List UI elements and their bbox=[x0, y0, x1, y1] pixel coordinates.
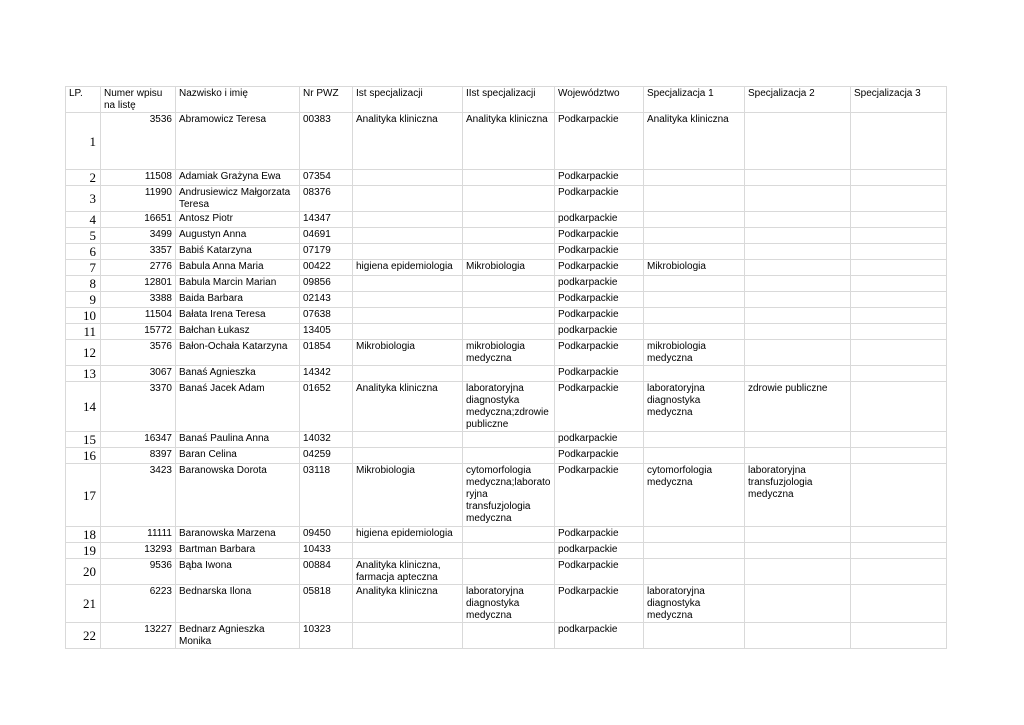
cell-ist-specjalizacji bbox=[353, 432, 463, 448]
cell-iist-specjalizacji bbox=[463, 543, 555, 559]
cell-specjalizacja-2 bbox=[745, 366, 851, 382]
header-nazwisko: Nazwisko i imię bbox=[176, 87, 300, 113]
cell-numer-wpisu: 9536 bbox=[101, 559, 176, 585]
cell-nazwisko: Baran Celina bbox=[176, 448, 300, 464]
cell-nr-pwz: 09856 bbox=[300, 276, 353, 292]
cell-ist-specjalizacji bbox=[353, 212, 463, 228]
cell-ist-specjalizacji bbox=[353, 186, 463, 212]
cell-lp: 22 bbox=[66, 623, 101, 649]
cell-lp: 3 bbox=[66, 186, 101, 212]
cell-lp: 19 bbox=[66, 543, 101, 559]
cell-nazwisko: Bąba Iwona bbox=[176, 559, 300, 585]
table-row bbox=[66, 186, 947, 212]
cell-specjalizacja-2 bbox=[745, 432, 851, 448]
cell-specjalizacja-2 bbox=[745, 292, 851, 308]
cell-specjalizacja-1: laboratoryjna diagnostyka medyczna bbox=[644, 382, 745, 432]
header-iist-specjalizacji: IIst specjalizacji bbox=[463, 87, 555, 113]
cell-nazwisko: Bednarska Ilona bbox=[176, 585, 300, 623]
cell-specjalizacja-1 bbox=[644, 366, 745, 382]
cell-iist-specjalizacji bbox=[463, 432, 555, 448]
cell-iist-specjalizacji bbox=[463, 448, 555, 464]
cell-iist-specjalizacji bbox=[463, 170, 555, 186]
cell-specjalizacja-3 bbox=[851, 464, 947, 527]
cell-specjalizacja-3 bbox=[851, 527, 947, 543]
cell-nr-pwz: 04691 bbox=[300, 228, 353, 244]
cell-nr-pwz: 07179 bbox=[300, 244, 353, 260]
cell-specjalizacja-3 bbox=[851, 623, 947, 649]
cell-ist-specjalizacji: higiena epidemiologia bbox=[353, 260, 463, 276]
cell-lp: 14 bbox=[66, 382, 101, 432]
cell-ist-specjalizacji: Mikrobiologia bbox=[353, 464, 463, 527]
cell-nr-pwz: 14342 bbox=[300, 366, 353, 382]
cell-wojewodztwo: Podkarpackie bbox=[555, 340, 644, 366]
cell-wojewodztwo: podkarpackie bbox=[555, 276, 644, 292]
cell-wojewodztwo: Podkarpackie bbox=[555, 448, 644, 464]
cell-wojewodztwo: Podkarpackie bbox=[555, 308, 644, 324]
header-specjalizacja-3: Specjalizacja 3 bbox=[851, 87, 947, 113]
cell-wojewodztwo: Podkarpackie bbox=[555, 527, 644, 543]
cell-specjalizacja-3 bbox=[851, 340, 947, 366]
cell-numer-wpisu: 13227 bbox=[101, 623, 176, 649]
cell-nazwisko: Banaś Paulina Anna bbox=[176, 432, 300, 448]
header-ist-specjalizacji: Ist specjalizacji bbox=[353, 87, 463, 113]
cell-specjalizacja-1: Analityka kliniczna bbox=[644, 113, 745, 170]
table-row bbox=[66, 432, 947, 448]
cell-specjalizacja-3 bbox=[851, 382, 947, 432]
cell-specjalizacja-2 bbox=[745, 448, 851, 464]
cell-lp: 2 bbox=[66, 170, 101, 186]
cell-numer-wpisu: 12801 bbox=[101, 276, 176, 292]
cell-specjalizacja-2 bbox=[745, 170, 851, 186]
table-row bbox=[66, 228, 947, 244]
cell-numer-wpisu: 16651 bbox=[101, 212, 176, 228]
header-wojewodztwo: Województwo bbox=[555, 87, 644, 113]
cell-wojewodztwo: podkarpackie bbox=[555, 623, 644, 649]
cell-iist-specjalizacji: Analityka kliniczna bbox=[463, 113, 555, 170]
cell-specjalizacja-1 bbox=[644, 186, 745, 212]
cell-lp: 12 bbox=[66, 340, 101, 366]
cell-nazwisko: Augustyn Anna bbox=[176, 228, 300, 244]
cell-numer-wpisu: 3536 bbox=[101, 113, 176, 170]
cell-numer-wpisu: 13293 bbox=[101, 543, 176, 559]
cell-specjalizacja-2 bbox=[745, 244, 851, 260]
cell-wojewodztwo: Podkarpackie bbox=[555, 170, 644, 186]
cell-specjalizacja-2 bbox=[745, 276, 851, 292]
table-row bbox=[66, 324, 947, 340]
cell-specjalizacja-3 bbox=[851, 543, 947, 559]
cell-lp: 18 bbox=[66, 527, 101, 543]
cell-ist-specjalizacji bbox=[353, 276, 463, 292]
cell-specjalizacja-3 bbox=[851, 559, 947, 585]
cell-specjalizacja-3 bbox=[851, 432, 947, 448]
cell-numer-wpisu: 15772 bbox=[101, 324, 176, 340]
cell-specjalizacja-3 bbox=[851, 276, 947, 292]
cell-wojewodztwo: podkarpackie bbox=[555, 324, 644, 340]
cell-numer-wpisu: 2776 bbox=[101, 260, 176, 276]
cell-lp: 5 bbox=[66, 228, 101, 244]
cell-nr-pwz: 10323 bbox=[300, 623, 353, 649]
header-specjalizacja-1: Specjalizacja 1 bbox=[644, 87, 745, 113]
cell-specjalizacja-1 bbox=[644, 527, 745, 543]
cell-specjalizacja-3 bbox=[851, 308, 947, 324]
cell-specjalizacja-2 bbox=[745, 623, 851, 649]
table-row bbox=[66, 308, 947, 324]
cell-numer-wpisu: 3357 bbox=[101, 244, 176, 260]
cell-ist-specjalizacji bbox=[353, 324, 463, 340]
cell-ist-specjalizacji: Analityka kliniczna, farmacja aptecznа bbox=[353, 559, 463, 585]
cell-wojewodztwo: Podkarpackie bbox=[555, 559, 644, 585]
cell-numer-wpisu: 6223 bbox=[101, 585, 176, 623]
cell-lp: 20 bbox=[66, 559, 101, 585]
cell-specjalizacja-2: laboratoryjna transfuzjologia medyczna bbox=[745, 464, 851, 527]
cell-ist-specjalizacji: Analityka kliniczna bbox=[353, 585, 463, 623]
cell-lp: 21 bbox=[66, 585, 101, 623]
cell-numer-wpisu: 11990 bbox=[101, 186, 176, 212]
cell-nazwisko: Baranowska Dorota bbox=[176, 464, 300, 527]
table-row bbox=[66, 448, 947, 464]
cell-wojewodztwo: Podkarpackie bbox=[555, 244, 644, 260]
cell-specjalizacja-1: Mikrobiologia bbox=[644, 260, 745, 276]
cell-iist-specjalizacji: laboratoryjna diagnostyka medyczna;zdrowie publiczne bbox=[463, 382, 555, 432]
cell-lp: 11 bbox=[66, 324, 101, 340]
cell-nazwisko: Bałata Irena Teresa bbox=[176, 308, 300, 324]
cell-specjalizacja-2 bbox=[745, 585, 851, 623]
cell-wojewodztwo: Podkarpackie bbox=[555, 228, 644, 244]
cell-wojewodztwo: Podkarpackie bbox=[555, 186, 644, 212]
cell-ist-specjalizacji bbox=[353, 308, 463, 324]
cell-specjalizacja-1 bbox=[644, 623, 745, 649]
cell-specjalizacja-2 bbox=[745, 559, 851, 585]
cell-specjalizacja-1 bbox=[644, 559, 745, 585]
table-row bbox=[66, 260, 947, 276]
cell-numer-wpisu: 3370 bbox=[101, 382, 176, 432]
cell-nr-pwz: 00884 bbox=[300, 559, 353, 585]
cell-iist-specjalizacji bbox=[463, 308, 555, 324]
cell-nr-pwz: 14032 bbox=[300, 432, 353, 448]
cell-ist-specjalizacji bbox=[353, 543, 463, 559]
cell-specjalizacja-2 bbox=[745, 340, 851, 366]
cell-numer-wpisu: 3576 bbox=[101, 340, 176, 366]
cell-specjalizacja-3 bbox=[851, 186, 947, 212]
cell-specjalizacja-1: mikrobiologia medyczna bbox=[644, 340, 745, 366]
table-row bbox=[66, 623, 947, 649]
cell-iist-specjalizacji bbox=[463, 527, 555, 543]
cell-specjalizacja-1 bbox=[644, 324, 745, 340]
header-nr-pwz: Nr PWZ bbox=[300, 87, 353, 113]
cell-nr-pwz: 01854 bbox=[300, 340, 353, 366]
table-row bbox=[66, 366, 947, 382]
cell-nazwisko: Baranowska Marzena bbox=[176, 527, 300, 543]
cell-nr-pwz: 00422 bbox=[300, 260, 353, 276]
cell-specjalizacja-3 bbox=[851, 260, 947, 276]
cell-iist-specjalizacji bbox=[463, 292, 555, 308]
cell-iist-specjalizacji bbox=[463, 324, 555, 340]
cell-specjalizacja-1: cytomorfologia medyczna bbox=[644, 464, 745, 527]
header-lp: LP. bbox=[66, 87, 101, 113]
cell-nazwisko: Babula Anna Maria bbox=[176, 260, 300, 276]
cell-nazwisko: Adamiak Grażyna Ewa bbox=[176, 170, 300, 186]
cell-numer-wpisu: 16347 bbox=[101, 432, 176, 448]
cell-specjalizacja-1 bbox=[644, 543, 745, 559]
cell-iist-specjalizacji bbox=[463, 623, 555, 649]
cell-nr-pwz: 03118 bbox=[300, 464, 353, 527]
cell-specjalizacja-2 bbox=[745, 527, 851, 543]
table-row bbox=[66, 113, 947, 170]
cell-ist-specjalizacji bbox=[353, 366, 463, 382]
cell-numer-wpisu: 3423 bbox=[101, 464, 176, 527]
cell-nazwisko: Babiś Katarzyna bbox=[176, 244, 300, 260]
registry-table bbox=[65, 86, 947, 649]
header-specjalizacja-2: Specjalizacja 2 bbox=[745, 87, 851, 113]
cell-specjalizacja-2 bbox=[745, 543, 851, 559]
cell-iist-specjalizacji: laboratoryjna diagnostyka medyczna bbox=[463, 585, 555, 623]
cell-specjalizacja-2 bbox=[745, 260, 851, 276]
cell-nr-pwz: 09450 bbox=[300, 527, 353, 543]
cell-nazwisko: Bałon-Ochała Katarzyna bbox=[176, 340, 300, 366]
cell-nr-pwz: 13405 bbox=[300, 324, 353, 340]
cell-iist-specjalizacji bbox=[463, 228, 555, 244]
cell-nazwisko: Bartman Barbara bbox=[176, 543, 300, 559]
cell-iist-specjalizacji bbox=[463, 212, 555, 228]
cell-specjalizacja-1 bbox=[644, 448, 745, 464]
cell-specjalizacja-3 bbox=[851, 366, 947, 382]
cell-nr-pwz: 00383 bbox=[300, 113, 353, 170]
cell-specjalizacja-2: zdrowie publiczne bbox=[745, 382, 851, 432]
header-numer-wpisu: Numer wpisu na listę bbox=[101, 87, 176, 113]
cell-nazwisko: Banaś Agnieszka bbox=[176, 366, 300, 382]
cell-wojewodztwo: Podkarpackie bbox=[555, 113, 644, 170]
cell-wojewodztwo: Podkarpackie bbox=[555, 366, 644, 382]
cell-specjalizacja-3 bbox=[851, 170, 947, 186]
cell-lp: 9 bbox=[66, 292, 101, 308]
cell-numer-wpisu: 11504 bbox=[101, 308, 176, 324]
cell-nr-pwz: 05818 bbox=[300, 585, 353, 623]
cell-numer-wpisu: 8397 bbox=[101, 448, 176, 464]
cell-specjalizacja-3 bbox=[851, 585, 947, 623]
table-row bbox=[66, 276, 947, 292]
cell-iist-specjalizacji: mikrobiologia medyczna bbox=[463, 340, 555, 366]
cell-nazwisko: Andrusiewicz Małgorzata Teresa bbox=[176, 186, 300, 212]
cell-lp: 13 bbox=[66, 366, 101, 382]
cell-nr-pwz: 04259 bbox=[300, 448, 353, 464]
cell-wojewodztwo: Podkarpackie bbox=[555, 382, 644, 432]
cell-lp: 8 bbox=[66, 276, 101, 292]
table-row bbox=[66, 170, 947, 186]
cell-nr-pwz: 08376 bbox=[300, 186, 353, 212]
cell-iist-specjalizacji: Mikrobiologia bbox=[463, 260, 555, 276]
cell-wojewodztwo: podkarpackie bbox=[555, 212, 644, 228]
cell-lp: 7 bbox=[66, 260, 101, 276]
cell-specjalizacja-2 bbox=[745, 212, 851, 228]
cell-iist-specjalizacji bbox=[463, 276, 555, 292]
cell-ist-specjalizacji: Analityka kliniczna bbox=[353, 382, 463, 432]
table-row bbox=[66, 585, 947, 623]
cell-wojewodztwo: Podkarpackie bbox=[555, 260, 644, 276]
cell-specjalizacja-1 bbox=[644, 308, 745, 324]
cell-specjalizacja-1 bbox=[644, 228, 745, 244]
cell-specjalizacja-1 bbox=[644, 170, 745, 186]
cell-lp: 15 bbox=[66, 432, 101, 448]
cell-ist-specjalizacji bbox=[353, 292, 463, 308]
cell-specjalizacja-2 bbox=[745, 308, 851, 324]
cell-iist-specjalizacji bbox=[463, 186, 555, 212]
cell-wojewodztwo: Podkarpackie bbox=[555, 292, 644, 308]
cell-ist-specjalizacji: Analityka kliniczna bbox=[353, 113, 463, 170]
cell-nr-pwz: 07354 bbox=[300, 170, 353, 186]
cell-ist-specjalizacji: higiena epidemiologia bbox=[353, 527, 463, 543]
cell-specjalizacja-3 bbox=[851, 292, 947, 308]
cell-nazwisko: Antosz Piotr bbox=[176, 212, 300, 228]
cell-lp: 6 bbox=[66, 244, 101, 260]
cell-specjalizacja-2 bbox=[745, 113, 851, 170]
cell-numer-wpisu: 3067 bbox=[101, 366, 176, 382]
table-row bbox=[66, 212, 947, 228]
cell-wojewodztwo: podkarpackie bbox=[555, 543, 644, 559]
cell-nr-pwz: 07638 bbox=[300, 308, 353, 324]
cell-wojewodztwo: Podkarpackie bbox=[555, 585, 644, 623]
cell-lp: 1 bbox=[66, 113, 101, 170]
cell-lp: 10 bbox=[66, 308, 101, 324]
cell-iist-specjalizacji bbox=[463, 559, 555, 585]
cell-nazwisko: Babula Marcin Marian bbox=[176, 276, 300, 292]
cell-specjalizacja-3 bbox=[851, 212, 947, 228]
cell-wojewodztwo: podkarpackie bbox=[555, 432, 644, 448]
cell-nazwisko: Abramowicz Teresa bbox=[176, 113, 300, 170]
cell-ist-specjalizacji: Mikrobiologia bbox=[353, 340, 463, 366]
cell-lp: 4 bbox=[66, 212, 101, 228]
table-row bbox=[66, 543, 947, 559]
cell-lp: 16 bbox=[66, 448, 101, 464]
cell-nazwisko: Bałchan Łukasz bbox=[176, 324, 300, 340]
cell-iist-specjalizacji bbox=[463, 244, 555, 260]
table-row bbox=[66, 527, 947, 543]
table-row bbox=[66, 292, 947, 308]
header-row bbox=[66, 87, 947, 113]
cell-specjalizacja-2 bbox=[745, 186, 851, 212]
cell-ist-specjalizacji bbox=[353, 170, 463, 186]
cell-specjalizacja-1 bbox=[644, 276, 745, 292]
cell-specjalizacja-1 bbox=[644, 212, 745, 228]
table-row bbox=[66, 340, 947, 366]
cell-nazwisko: Banaś Jacek Adam bbox=[176, 382, 300, 432]
cell-ist-specjalizacji bbox=[353, 623, 463, 649]
cell-numer-wpisu: 11111 bbox=[101, 527, 176, 543]
cell-specjalizacja-3 bbox=[851, 113, 947, 170]
cell-nazwisko: Baida Barbara bbox=[176, 292, 300, 308]
cell-numer-wpisu: 3499 bbox=[101, 228, 176, 244]
cell-specjalizacja-1 bbox=[644, 432, 745, 448]
cell-nazwisko: Bednarz Agnieszka Monika bbox=[176, 623, 300, 649]
cell-specjalizacja-1: laboratoryjna diagnostyka medyczna bbox=[644, 585, 745, 623]
cell-specjalizacja-3 bbox=[851, 228, 947, 244]
cell-specjalizacja-3 bbox=[851, 324, 947, 340]
cell-specjalizacja-1 bbox=[644, 292, 745, 308]
table-row bbox=[66, 382, 947, 432]
cell-nr-pwz: 02143 bbox=[300, 292, 353, 308]
cell-iist-specjalizacji bbox=[463, 366, 555, 382]
cell-lp: 17 bbox=[66, 464, 101, 527]
cell-specjalizacja-1 bbox=[644, 244, 745, 260]
cell-iist-specjalizacji: cytomorfologia medyczna;laboratoryjna transfuzjologia medyczna bbox=[463, 464, 555, 527]
cell-specjalizacja-2 bbox=[745, 228, 851, 244]
cell-wojewodztwo: Podkarpackie bbox=[555, 464, 644, 527]
cell-nr-pwz: 10433 bbox=[300, 543, 353, 559]
cell-ist-specjalizacji bbox=[353, 244, 463, 260]
table-row bbox=[66, 559, 947, 585]
cell-numer-wpisu: 11508 bbox=[101, 170, 176, 186]
cell-ist-specjalizacji bbox=[353, 448, 463, 464]
cell-specjalizacja-3 bbox=[851, 244, 947, 260]
cell-numer-wpisu: 3388 bbox=[101, 292, 176, 308]
table-row bbox=[66, 464, 947, 527]
cell-specjalizacja-2 bbox=[745, 324, 851, 340]
cell-nr-pwz: 01652 bbox=[300, 382, 353, 432]
cell-nr-pwz: 14347 bbox=[300, 212, 353, 228]
table-row bbox=[66, 244, 947, 260]
cell-ist-specjalizacji bbox=[353, 228, 463, 244]
cell-specjalizacja-3 bbox=[851, 448, 947, 464]
